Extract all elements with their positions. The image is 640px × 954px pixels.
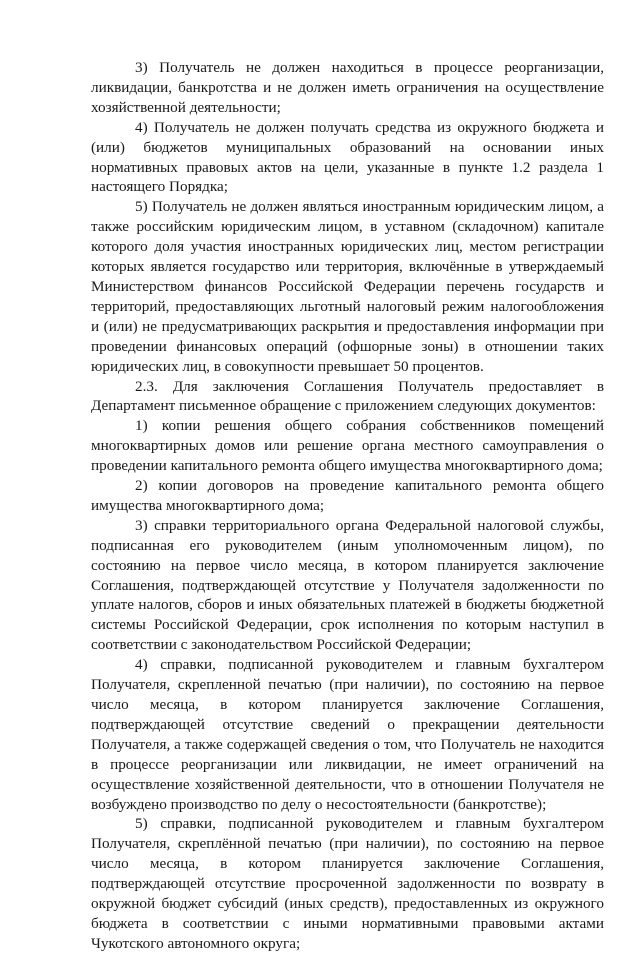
paragraph-doc-4: 4) справки, подписанной руководителем и главным бухгалтером Получателя, скрепленной печатью (при наличии), по состоянию на первое число месяца, в котором планируется заключение Соглашения, подтверждающей отсутствие сведений о прекращении деятельности Получателя, а также содержащей сведения о том, что Получатель не находится в процессе реорганизации или ликвидации, не имеет ограничений на осуществление хозяйственной деятельности, что в отношении Получателя не возбуждено производство по делу о несостоятельности (банкротстве);	[91, 656, 604, 813]
paragraph-doc-2: 2) копии договоров на проведение капитального ремонта общего имущества многоквартирного дома;	[91, 477, 604, 514]
paragraph-item-5: 5) Получатель не должен являться иностранным юридическим лицом, а также российским юридическим лицом, в уставном (складочном) капитале которого доля участия иностранных юридических лиц, местом регистрации которых является государство или территория, включённые в утверждаемый Министерством финансов Российской Федерации перечень государств и территорий, предоставляющих льготный налоговый режим налогообложения и (или) не предусматривающих раскрытия и предоставления информации при проведении финансовых операций (офшорные зоны) в отношении таких юридических лиц, в совокупности превышает 50 процентов.	[91, 198, 604, 375]
document-page	[91, 58, 604, 954]
paragraph-doc-3: 3) справки территориального органа Федеральной налоговой службы, подписанная его руководителем (иным уполномоченным лицом), по состоянию на первое число месяца, в котором планируется заключение Соглашения, подтверждающей отсутствие у Получателя задолженности по уплате налогов, сборов и иных обязательных платежей в бюджеты бюджетной системы Российской Федерации, срок исполнения по которым наступил в соответствии с законодательством Российской Федерации;	[91, 516, 604, 654]
paragraph-doc-5: 5) справки, подписанной руководителем и главным бухгалтером Получателя, скреплённой печатью (при наличии), по состоянию на первое число месяца, в котором планируется заключение Соглашения, подтверждающей отсутствие просроченной задолженности по возврату в окружной бюджет субсидий (иных средств), предоставленных из окружного бюджета в соответствии с иными нормативными правовыми актами Чукотского автономного округа;	[91, 815, 604, 952]
paragraph-item-4: 4) Получатель не должен получать средства из окружного бюджета и (или) бюджетов муниципальных образований на основании иных нормативных правовых актов на цели, указанные в пункте 1.2 раздела 1 настоящего Порядка;	[91, 118, 604, 196]
paragraph-section-2-3: 2.3. Для заключения Соглашения Получатель предоставляет в Департамент письменное обращение с приложением следующих документов:	[91, 377, 604, 415]
paragraph-doc-1: 1) копии решения общего собрания собственников помещений многоквартирных домов или решение органа местного самоуправления о проведении капитального ремонта общего имущества многоквартирного дома;	[91, 417, 604, 475]
paragraph-item-3: 3) Получатель не должен находиться в процессе реорганизации, ликвидации, банкротства и не должен иметь ограничения на осуществление хозяйственной деятельности;	[91, 59, 604, 116]
